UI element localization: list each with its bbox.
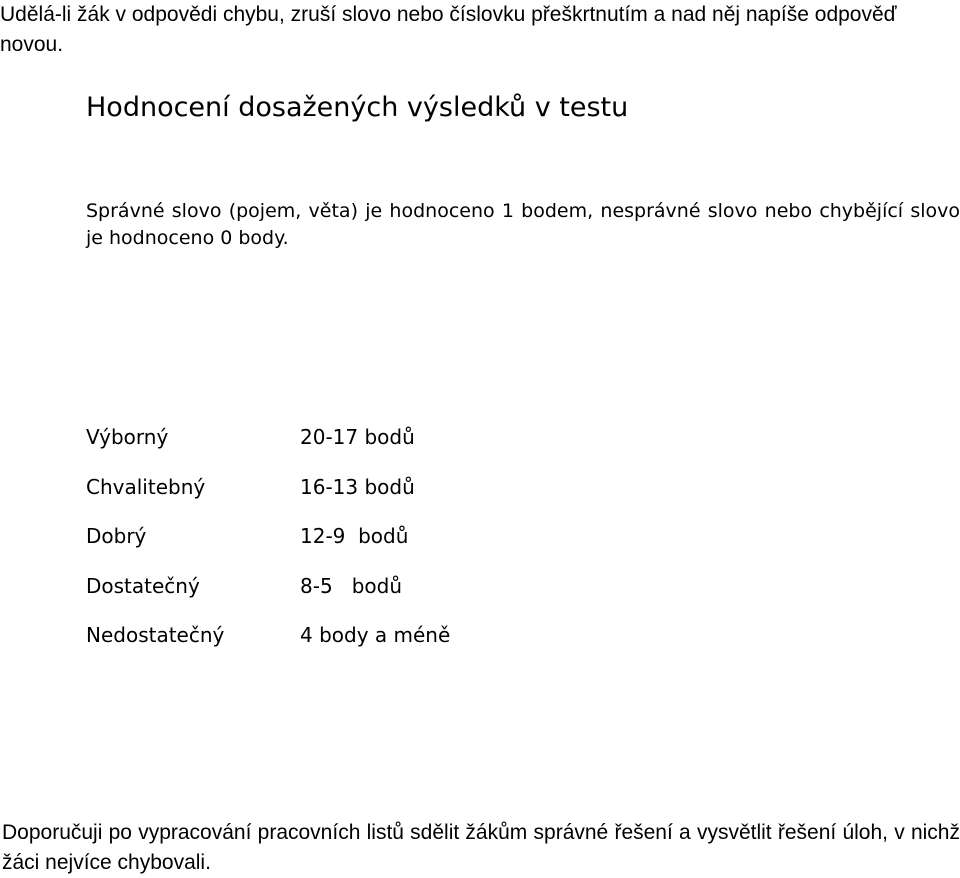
grade-points-range: 20-17 bodů (300, 425, 415, 449)
grade-name: Dostatečný (86, 573, 200, 598)
grade-points-range: 4 body a méně (300, 623, 451, 647)
grade-row (86, 423, 450, 473)
closing-recommendation: Doporučuji po vypracování pracovních listů sdělit žákům správné řešení a vysvětlit řešení úloh, v nichž žáci nejvíce chybovali. (2, 821, 960, 874)
grade-name: Nedostatečný (86, 623, 225, 647)
grade-points-range: 8-5 bodů (300, 573, 403, 598)
intro-paragraph: Udělá-li žák v odpovědi chybu, zruší slovo nebo číslovku přeškrtnutím a nad něj napíše odpověď novou. (0, 3, 897, 56)
grade-row (86, 522, 450, 572)
grade-row (86, 473, 450, 523)
grading-scale (86, 423, 450, 671)
page-title: Hodnocení dosažených výsledků v testu (86, 92, 629, 123)
grade-row (86, 621, 450, 671)
grade-points-range: 12-9 bodů (300, 524, 409, 548)
grade-name: Chvalitebný (86, 474, 206, 499)
scoring-rules-paragraph: Správné slovo (pojem, věta) je hodnoceno 1 bodem, nesprávné slovo nebo chybějící slovo je hodnoceno 0 body. (86, 200, 960, 249)
grade-name: Dobrý (86, 524, 147, 548)
grade-points-range: 16-13 bodů (300, 474, 415, 499)
grade-row (86, 572, 450, 622)
grade-name: Výborný (86, 425, 169, 449)
